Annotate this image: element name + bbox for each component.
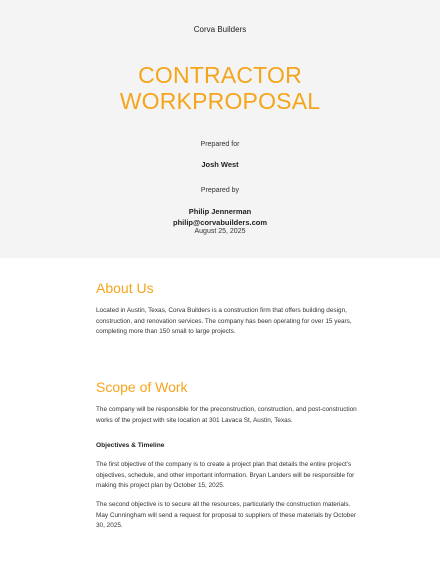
about-body: Located in Austin, Texas, Corva Builders is a construction firm that offers building design, construction, and renovation services. The company has been operating for over 15 years, completing more than 150 small to large projects. bbox=[96, 307, 352, 335]
prepared-for-name: Josh West bbox=[201, 160, 239, 169]
objective-paragraph-1: The first objective of the company is to create a project plan that details the entire project's objectives, schedule, and other important information. Bryan Landers will be responsible for making this project plan by October 15, 2025. bbox=[96, 461, 355, 489]
about-heading: About Us bbox=[96, 280, 154, 296]
title-line-1: CONTRACTOR bbox=[138, 62, 302, 88]
prepared-by-email: philip@corvabuilders.com bbox=[173, 218, 267, 227]
prepared-by-label: Prepared by bbox=[200, 187, 240, 194]
proposal-title bbox=[0, 62, 440, 114]
scope-heading: Scope of Work bbox=[96, 379, 188, 395]
objective-paragraph-2: The second objective is to secure all the resources, particularly the construction materials. May Cunningham will send a request for proposal to suppliers of these materials by October 30, 2025. bbox=[96, 501, 357, 529]
prepared-for-label: Prepared for bbox=[200, 141, 240, 148]
objectives-heading: Objectives & Timeline bbox=[96, 442, 165, 449]
title-line-2: WORKPROPOSAL bbox=[119, 88, 321, 114]
company-name: Corva Builders bbox=[193, 25, 247, 34]
proposal-date: August 25, 2025 bbox=[194, 228, 246, 235]
cover-section bbox=[0, 0, 440, 258]
scope-body: The company will be responsible for the preconstruction, construction, and post-construction works of the project with site location at 301 Lavaca St, Austin, Texas. bbox=[96, 406, 357, 424]
prepared-by-name: Philip Jennerman bbox=[188, 207, 252, 216]
